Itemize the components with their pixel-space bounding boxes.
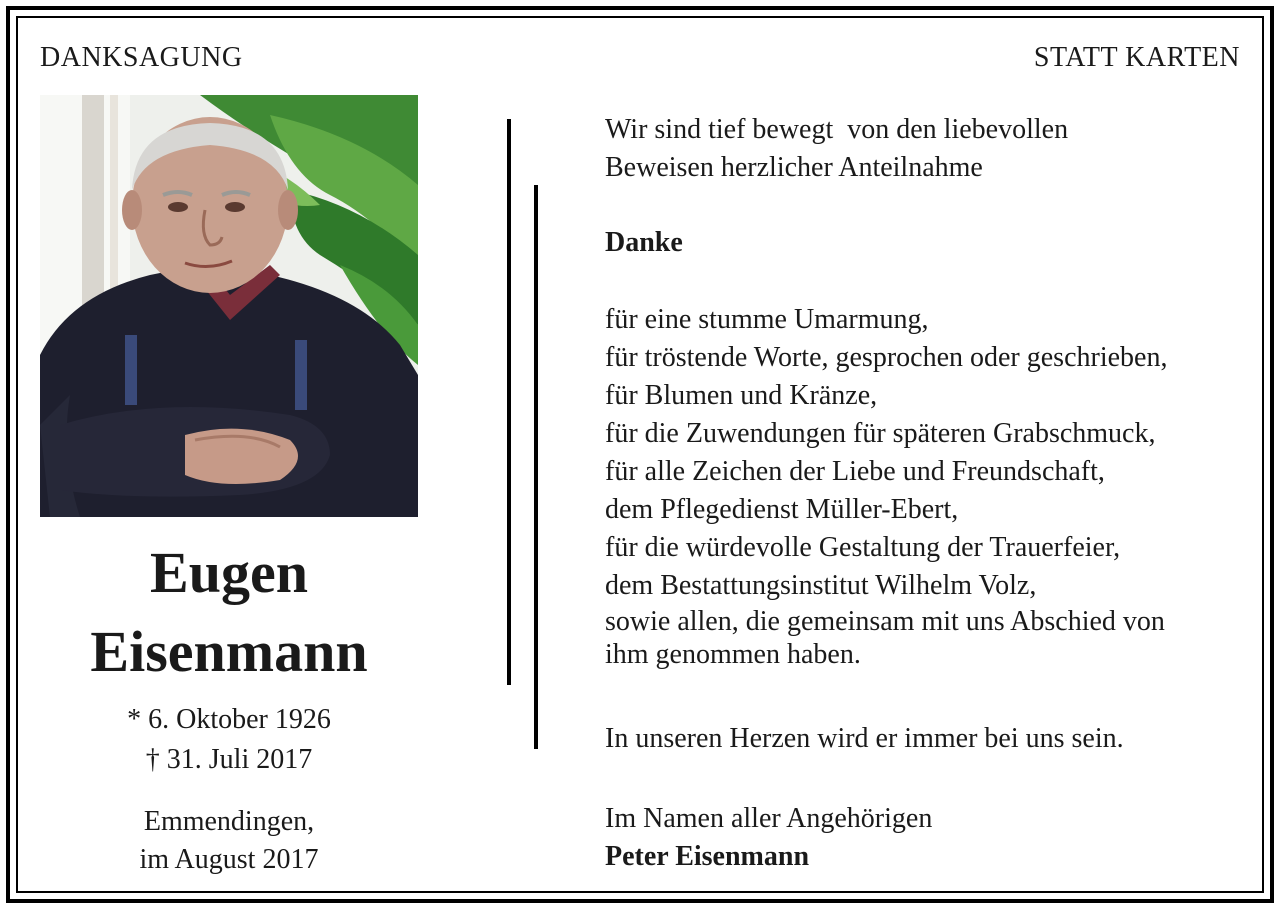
list-item: sowie allen, die gemeinsam mit uns Abschied von — [605, 606, 1165, 637]
list-item: dem Bestattungsinstitut Wilhelm Volz, — [605, 570, 1037, 601]
list-item: für tröstende Worte, gesprochen oder geschrieben, — [605, 342, 1168, 373]
signer-name: Peter Eisenmann — [605, 841, 810, 872]
portrait-photo — [40, 95, 418, 517]
list-item: dem Pflegedienst Müller-Ebert, — [605, 494, 959, 525]
place-and-date — [40, 803, 418, 879]
heading-statt-karten: STATT KARTEN — [1033, 42, 1240, 73]
birth-date: * 6. Oktober 1926 — [127, 704, 331, 735]
danke-heading: Danke — [605, 227, 683, 258]
intro-line: Wir sind tief bewegt von den liebevollen — [605, 114, 1069, 145]
divider-line-left — [507, 119, 511, 685]
list-item: ihm genommen haben. — [605, 639, 861, 670]
heading-danksagung: DANKSAGUNG — [40, 42, 243, 73]
notice-inner-frame — [16, 16, 1264, 893]
signature-block — [605, 800, 932, 876]
intro-text — [605, 111, 1068, 187]
list-item: für die Zuwendungen für späteren Grabschmuck, — [605, 418, 1156, 449]
list-item: für die würdevolle Gestaltung der Trauerfeier, — [605, 532, 1121, 563]
list-item: für alle Zeichen der Liebe und Freundschaft, — [605, 456, 1105, 487]
death-date: † 31. Juli 2017 — [145, 744, 313, 775]
list-item: für eine stumme Umarmung, — [605, 304, 929, 335]
place-line: Emmendingen, — [143, 806, 315, 837]
intro-line: Beweisen herzlicher Anteilnahme — [605, 152, 983, 183]
closing-sentence: In unseren Herzen wird er immer bei uns sein. — [605, 723, 1124, 754]
deceased-first-name: Eugen — [150, 540, 308, 605]
list-item: für Blumen und Kränze, — [605, 380, 878, 411]
notice-outer-frame — [6, 6, 1274, 903]
date-line: im August 2017 — [139, 844, 319, 875]
divider-line-right — [534, 185, 538, 749]
signature-intro: Im Namen aller Angehörigen — [605, 803, 933, 834]
deceased-last-name: Eisenmann — [90, 619, 368, 684]
thanks-list — [605, 301, 1167, 671]
